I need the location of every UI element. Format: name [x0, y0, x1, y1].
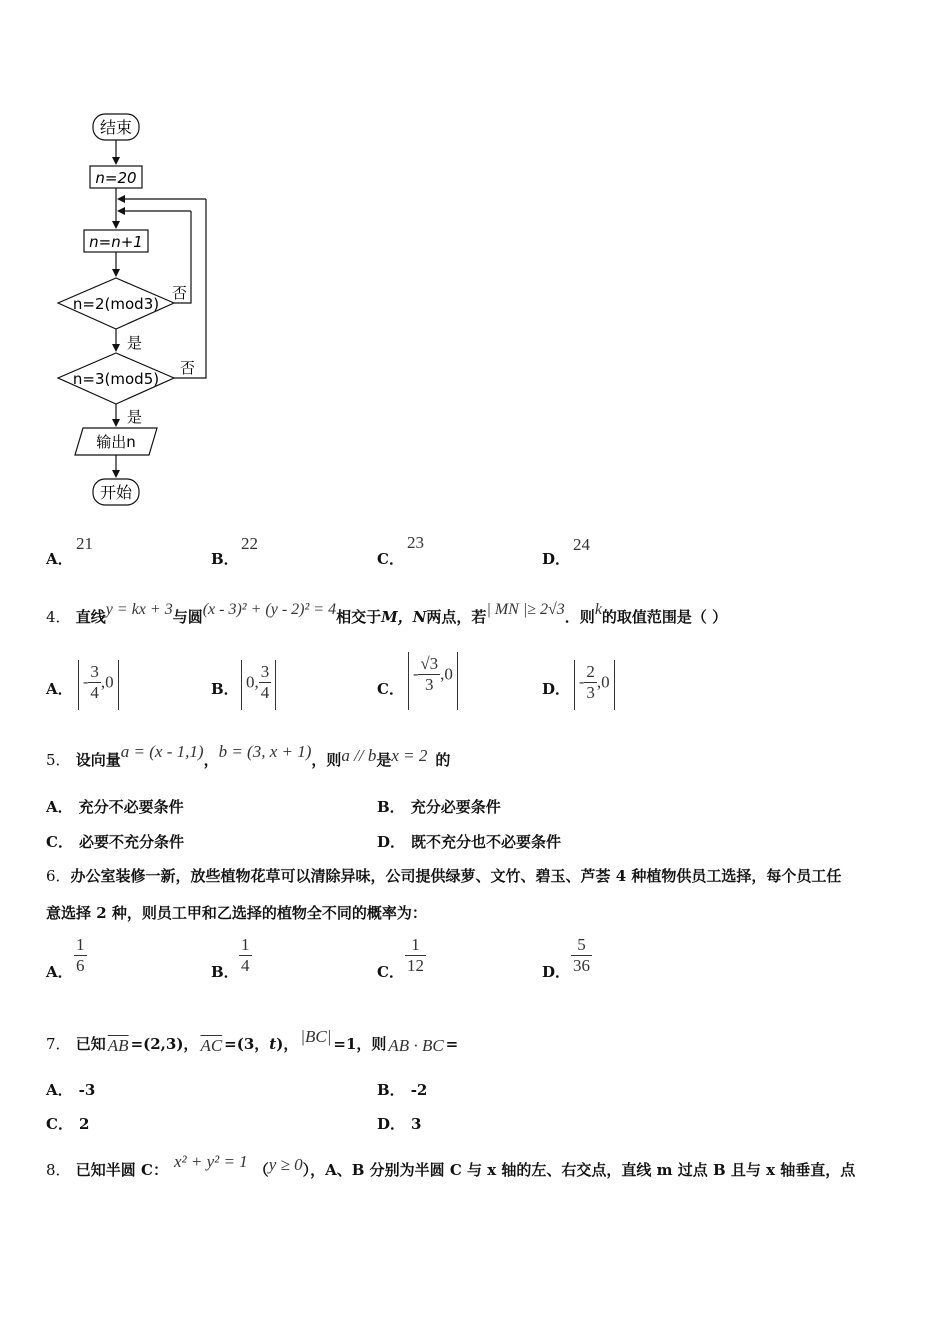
no-label-2: 否 [180, 359, 196, 377]
q6-option-d-value: $\frac{5}{36}$ [573, 935, 590, 975]
q6-option-d: D． [542, 963, 571, 981]
q3-option-d-value: 24 [573, 535, 590, 554]
condition-mod5-label: n=3(mod5) [72, 370, 160, 388]
q4-option-d: D． [542, 680, 571, 698]
start-label: 开始 [99, 483, 133, 502]
yes-label-2: 是 [127, 408, 143, 426]
yes-label-1: 是 [127, 334, 143, 352]
q6-option-b: B． [211, 963, 239, 981]
increment-label: n=n+1 [89, 233, 143, 251]
q4-option-b-value: 0, $\frac{3}{4}$ [241, 660, 276, 710]
init-label: n=20 [95, 169, 137, 187]
flowchart [50, 105, 230, 515]
q3-option-b-value: 22 [241, 534, 258, 553]
question-6-line2: 意选择 2 种，则员工甲和乙选择的植物全不同的概率为： [46, 904, 427, 922]
q4-option-d-value: - $\frac{2}{3}$ ,0 [574, 660, 615, 710]
q4-option-a-value: - $\frac{3}{4}$ ,0 [78, 660, 119, 710]
q6-option-b-value: $\frac{1}{4}$ [241, 935, 250, 975]
q3-option-b: B． [211, 550, 239, 568]
q3-option-a: A． [46, 550, 73, 568]
q7-option-c: C． 2 [46, 1115, 90, 1133]
q3-option-c-value: 23 [407, 533, 424, 552]
q6-option-c: C． [377, 963, 404, 981]
q6-option-a-value: $\frac{1}{6}$ [76, 935, 85, 975]
q6-option-a: A． [46, 963, 73, 981]
q7-option-b: B． -2 [377, 1081, 428, 1099]
condition-mod3-label: n=2(mod3) [72, 295, 160, 313]
q5-option-a: A． 充分不必要条件 [46, 798, 184, 816]
q3-option-c: C． [377, 550, 404, 568]
q4-option-c-value: - $\frac{√3}{3}$ ,0 [408, 652, 458, 710]
q5-option-b: B． 充分必要条件 [377, 798, 501, 816]
question-8: 8． 已知半圆 C： x² + y² = 1 （y ≥ 0），A、B 分别为半圆 C 与 x 轴的左、右交点，直线 m 过点 B 且与 x 轴垂直，点 [46, 1152, 856, 1179]
question-5: 5． 设向量a = (x - 1,1)，b = (3, x + 1)，则a // b是x = 2 的 [46, 742, 451, 769]
question-7: 7． 已知 $\overline{AB} =(2,3)$， $\overline{AC} =(3$，t)， |BC| =1，则 AB · BC = [46, 1027, 459, 1055]
q5-option-c: C． 必要不充分条件 [46, 833, 184, 851]
q7-option-d: D． 3 [377, 1115, 422, 1133]
q7-option-a: A． -3 [46, 1081, 96, 1099]
end-label: 结束 [99, 118, 133, 137]
q5-option-d: D． 既不充分也不必要条件 [377, 833, 562, 851]
q4-option-c: C． [377, 680, 404, 698]
question-6-line1: 6．办公室装修一新，放些植物花草可以清除异味，公司提供绿萝、文竹、碧玉、芦荟 4 种植物供员工选择，每个员工任 [46, 867, 842, 885]
q6-option-c-value: $\frac{1}{12}$ [407, 935, 424, 975]
no-label-1: 否 [172, 284, 188, 302]
q4-option-a: A． [46, 680, 73, 698]
question-4: 4． 直线y = kx + 3与圆(x - 3)² + (y - 2)² = 4相交于M，N两点，若| MN |≥ 2√3．则k的取值范围是（ ） [46, 601, 728, 626]
output-label: 输出n [96, 433, 136, 451]
q4-option-b: B． [211, 680, 239, 698]
q3-option-d: D． [542, 550, 571, 568]
q3-option-a-value: 21 [76, 534, 93, 553]
